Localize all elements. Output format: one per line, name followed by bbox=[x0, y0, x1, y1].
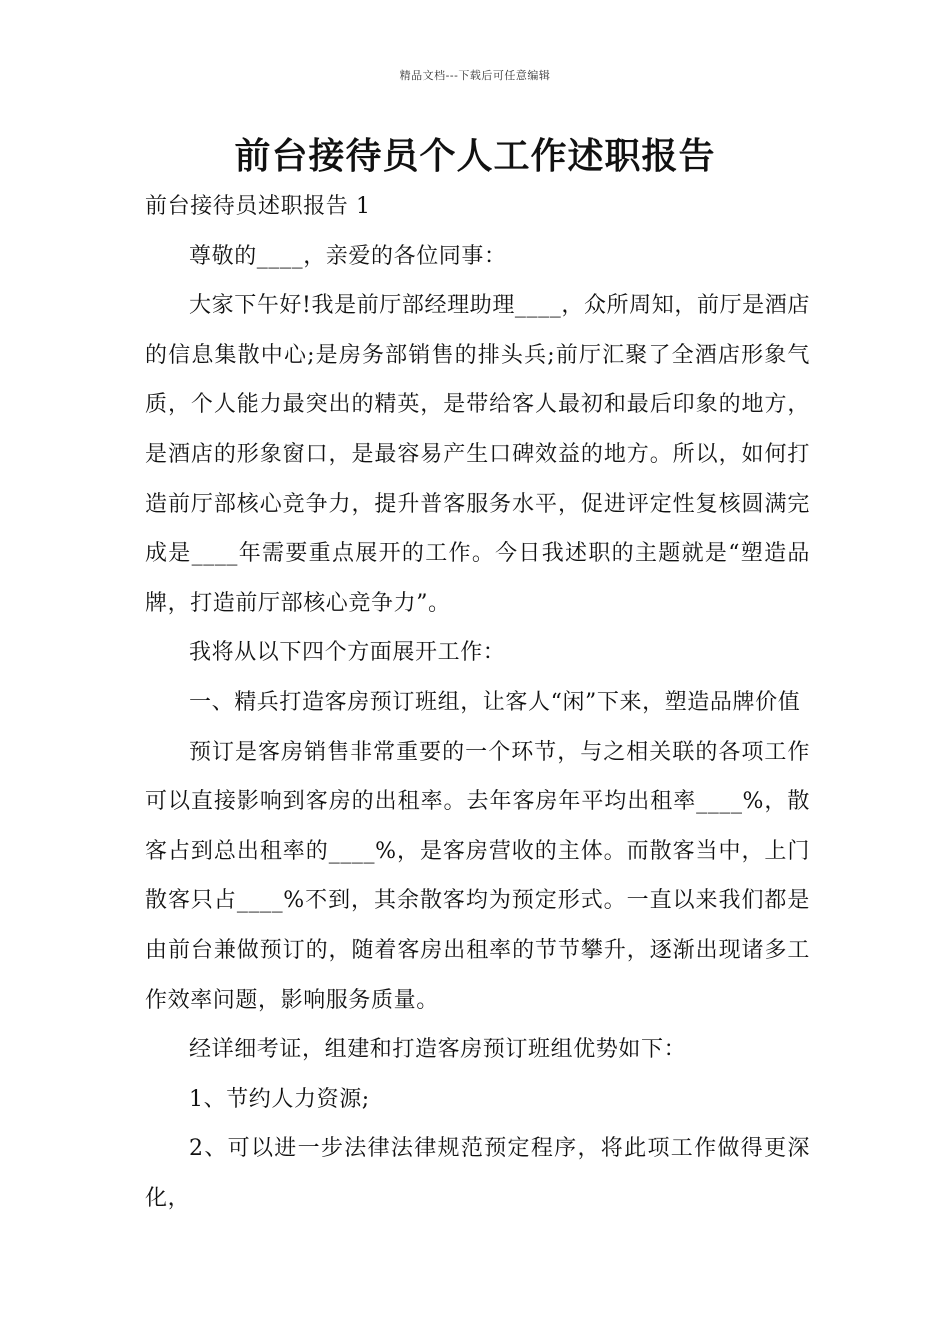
paragraph: 我将从以下四个方面展开工作： bbox=[189, 640, 506, 666]
salutation: 尊敬的____，亲爱的各位同事： bbox=[189, 243, 507, 269]
paragraph: 大家下午好!我是前厅部经理助理____，众所周知，前厅是酒店的信息集散中心;是房务部销售的排头兵;前厅汇聚了全酒店形象气质，个人能力最突出的精英，是带给客人最初和最后印象的地方，是酒店的形象窗口，是最容易产生口碑效益的地方。所以，如何打造前厅部核心竞争力，提升普客服务水平，促进评定性复核圆满完成是____年需要重点展开的工作。今日我述职的主题就是“塑造品牌，打造前厅部核心竞争力”。 bbox=[145, 293, 810, 616]
document-title: 前台接待员个人工作述职报告 bbox=[234, 135, 716, 177]
subheading: 一、精兵打造客房预订班组，让客人“闲”下来，塑造品牌价值 bbox=[189, 689, 801, 715]
document-body bbox=[145, 182, 810, 1223]
section-heading: 前台接待员述职报告 1 bbox=[145, 194, 371, 219]
list-item: 2、可以进一步法律法律规范预定程序，将此项工作做得更深化， bbox=[145, 1136, 810, 1211]
paragraph: 预订是客房销售非常重要的一个环节，与之相关联的各项工作可以直接影响到客房的出租率。去年客房年平均出租率____%，散客占到总出租率的____%，是客房营收的主体。而散客当中，上门散客只占____%不到，其余散客均为预定形式。一直以来我们都是由前台兼做预订的，随着客房出租率的节节攀升，逐渐出现诸多工作效率问题，影响服务质量。 bbox=[145, 739, 810, 1013]
paragraph: 经详细考证，组建和打造客房预订班组优势如下： bbox=[189, 1037, 687, 1063]
list-item: 1、节约人力资源; bbox=[189, 1086, 370, 1112]
page-header: 精品文档---下载后可任意编辑 bbox=[399, 69, 551, 82]
